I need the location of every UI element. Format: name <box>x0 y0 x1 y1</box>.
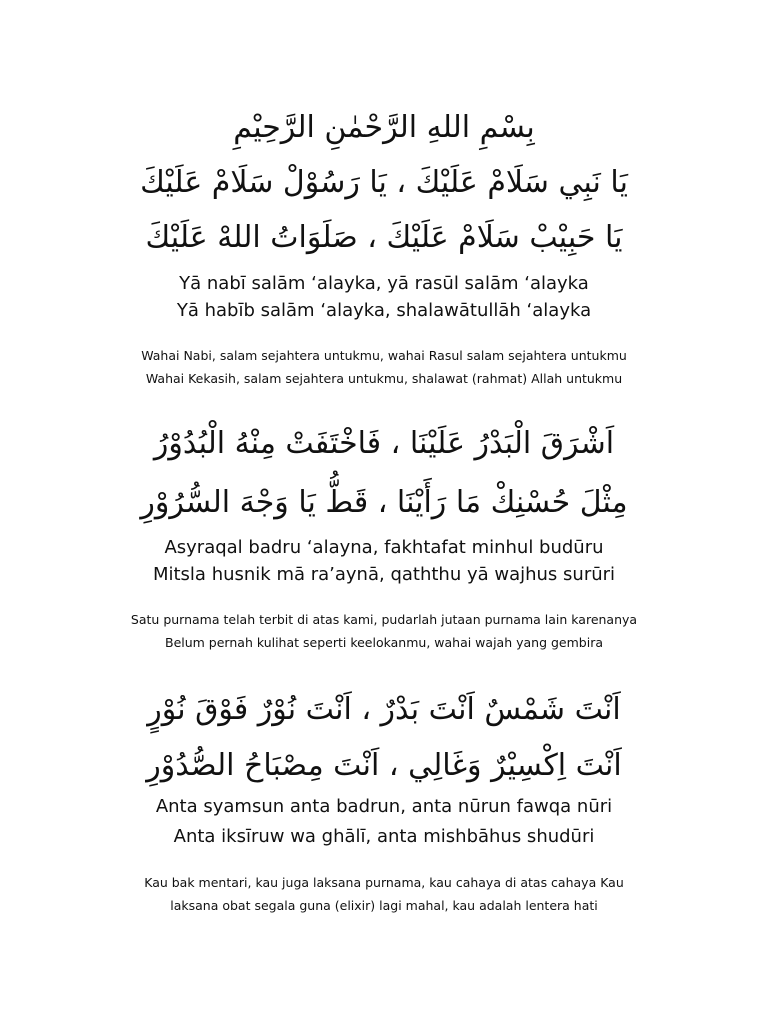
stanza-1-translation-line-1: Wahai Nabi, salam sejahtera untukmu, wahai Rasul salam sejahtera untukmu <box>141 348 627 363</box>
stanza-3-arabic-line-2: اَنْتَ اِكْسِيْرٌ وَغَالِي ، اَنْتَ مِصْبَاحُ الصُّدُوْرِ <box>146 748 622 783</box>
stanza-3-arabic-line-1: اَنْتَ شَمْسٌ اَنْتَ بَدْرٌ ، اَنْتَ نُوْرٌ فَوْقَ نُوْرٍ <box>147 692 621 727</box>
stanza-2-translation-line-1: Satu purnama telah terbit di atas kami, pudarlah jutaan purnama lain karenanya <box>130 612 638 627</box>
stanza-3-transliteration-line-1: Anta syamsun anta badrun, anta nūrun fawqa nūri <box>155 796 613 817</box>
stanza-2-transliteration-line-2: Mitsla husnik mā ra’aynā, qaththu yā wajhus surūri <box>152 564 616 585</box>
stanza-3-transliteration-line-2: Anta iksīruw wa ghālī, anta mishbāhus shudūri <box>173 826 595 847</box>
stanza-1-translation-line-2: Wahai Kekasih, salam sejahtera untukmu, shalawat (rahmat) Allah untukmu <box>145 371 623 386</box>
basmala: بِسْمِ اللهِ الرَّحْمٰنِ الرَّحِيْمِ <box>233 110 535 145</box>
stanza-1-arabic-line-2: يَا حَبِيْبْ سَلَامْ عَلَيْكَ ، صَلَوَاتُ اللهْ عَلَيْكَ <box>145 220 623 255</box>
stanza-2-arabic-line-2: مِثْلَ حُسْنِكْ مَا رَأَيْنَا ، قَطُّ يَا وَجْهَ السُّرُوْرِ <box>140 485 628 520</box>
stanza-3-translation-line-2: laksana obat segala guna (elixir) lagi mahal, kau adalah lentera hati <box>170 898 598 913</box>
stanza-1-arabic-line-1: يَا نَبِي سَلَامْ عَلَيْكَ ، يَا رَسُوْلْ سَلَامْ عَلَيْكَ <box>140 165 628 200</box>
stanza-2-translation-line-2: Belum pernah kulihat seperti keelokanmu, wahai wajah yang gembira <box>165 635 603 650</box>
stanza-3-translation-line-1: Kau bak mentari, kau juga laksana purnama, kau cahaya di atas cahaya Kau <box>144 875 624 890</box>
stanza-1-transliteration-line-1: Yā nabī salām ‘alayka, yā rasūl salām ‘alayka <box>179 273 589 294</box>
stanza-2-transliteration-line-1: Asyraqal badru ‘alayna, fakhtafat minhul budūru <box>164 537 604 558</box>
stanza-1-transliteration-line-2: Yā habīb salām ‘alayka, shalawātullāh ‘alayka <box>176 300 592 321</box>
stanza-2-arabic-line-1: اَشْرَقَ الْبَدْرُ عَلَيْنَا ، فَاخْتَفَتْ مِنْهُ الْبُدُوْرُ <box>153 426 615 461</box>
